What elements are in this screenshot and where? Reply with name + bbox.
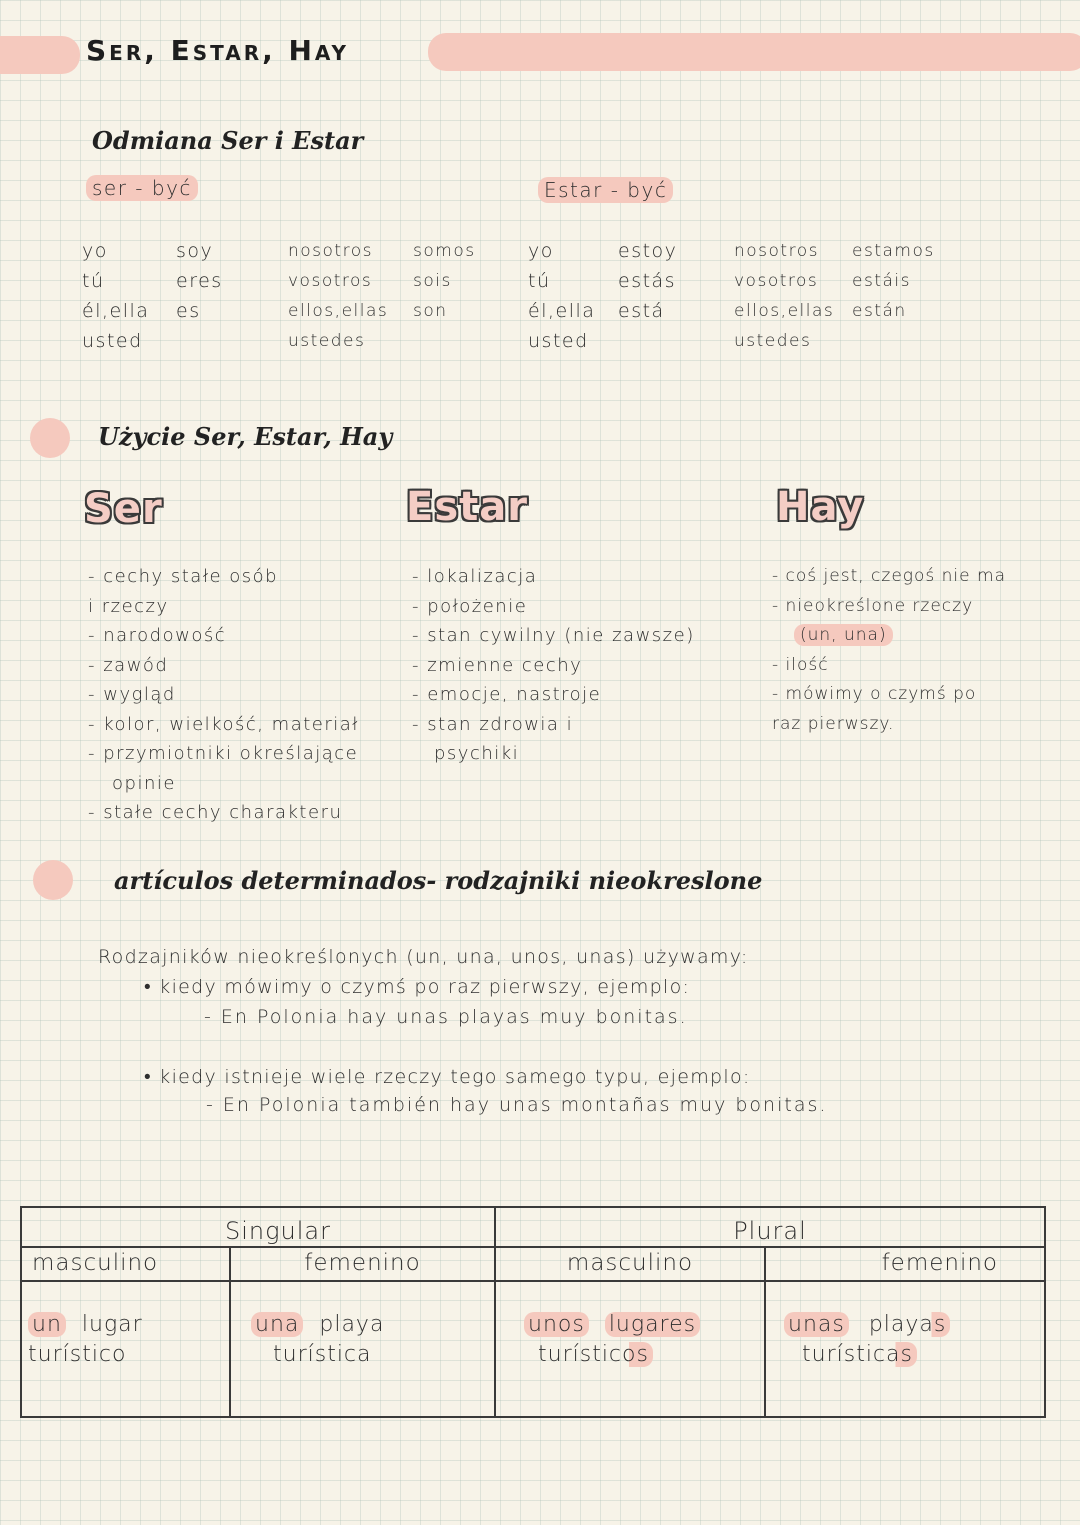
header-bar-left (0, 36, 80, 74)
section3-bullet-dot (33, 860, 73, 900)
estar-label: Estar - być (538, 178, 673, 202)
section3-intro: Rodzajników nieokreślonych (un, una, unos, unas) używamy: (98, 946, 749, 968)
section2-bullet-dot (30, 418, 70, 458)
section1-title: Odmiana Ser i Estar (92, 126, 364, 155)
ser-forms-singular: soy eres es (176, 240, 223, 322)
cell-un-lugar: un lugar turístico (21, 1281, 230, 1417)
plural-masculino-header: masculino (495, 1247, 765, 1281)
ser-forms-plural: somos sois son (413, 241, 476, 321)
cell-unas-playas: unas playas turísticas (765, 1281, 1045, 1417)
cell-unos-lugares: unos lugares turísticos (495, 1281, 765, 1417)
ser-heading: Ser (84, 486, 163, 532)
hay-uses-list: - coś jest, czegoś nie ma - nieokreślone rzeczy (un, una) - ilość - mówimy o czymś po raz pierwszy. (772, 566, 1006, 734)
section3-example1: - En Polonia hay unas playas muy bonitas. (204, 1006, 688, 1028)
singular-header: Singular (21, 1207, 495, 1247)
estar-heading: Estar (406, 484, 528, 530)
articles-table (20, 1206, 1046, 1418)
estar-pronouns-singular: yo tú él,ella usted (528, 240, 596, 352)
singular-masculino-header: masculino (21, 1247, 230, 1281)
estar-uses-list: - lokalizacja - położenie - stan cywilny (nie zawsze) - zmienne cechy - emocje, nastroje - stan zdrowia i psychiki (412, 566, 695, 764)
cell-una-playa: una playa turística (230, 1281, 495, 1417)
section3-bullet1: • kiedy mówimy o czymś po raz pierwszy, ejemplo: (144, 976, 691, 998)
hay-highlight: (un, una) (794, 624, 893, 646)
estar-forms-plural: estamos estáis están (852, 241, 935, 321)
hay-heading: Hay (776, 484, 865, 530)
ser-uses-list: - cechy stałe osób i rzeczy - narodowość - zawód - wygląd - kolor, wielkość, materiał - przymiotniki określające opinie - stałe cechy charakteru (88, 566, 359, 823)
singular-femenino-header: femenino (230, 1247, 495, 1281)
estar-forms-singular: estoy estás está (618, 240, 678, 322)
section3-title: artículos determinados- rodzajniki nieokreslone (114, 866, 763, 895)
ser-label: ser - być (86, 176, 198, 200)
section3-bullet2: • kiedy istnieje wiele rzeczy tego samego typu, ejemplo: (144, 1066, 751, 1088)
plural-header: Plural (495, 1207, 1045, 1247)
ser-pronouns-singular: yo tú él,ella usted (82, 240, 150, 352)
estar-pronouns-plural: nosotros vosotros ellos,ellas ustedes (734, 241, 835, 351)
header-bar-right (428, 33, 1080, 71)
page-title: Ser, Estar, Hay (86, 34, 349, 67)
ser-pronouns-plural: nosotros vosotros ellos,ellas ustedes (288, 241, 389, 351)
plural-femenino-header: femenino (765, 1247, 1045, 1281)
section3-example2: - En Polonia también hay unas montañas muy bonitas. (206, 1094, 828, 1116)
section2-title: Użycie Ser, Estar, Hay (98, 422, 393, 451)
